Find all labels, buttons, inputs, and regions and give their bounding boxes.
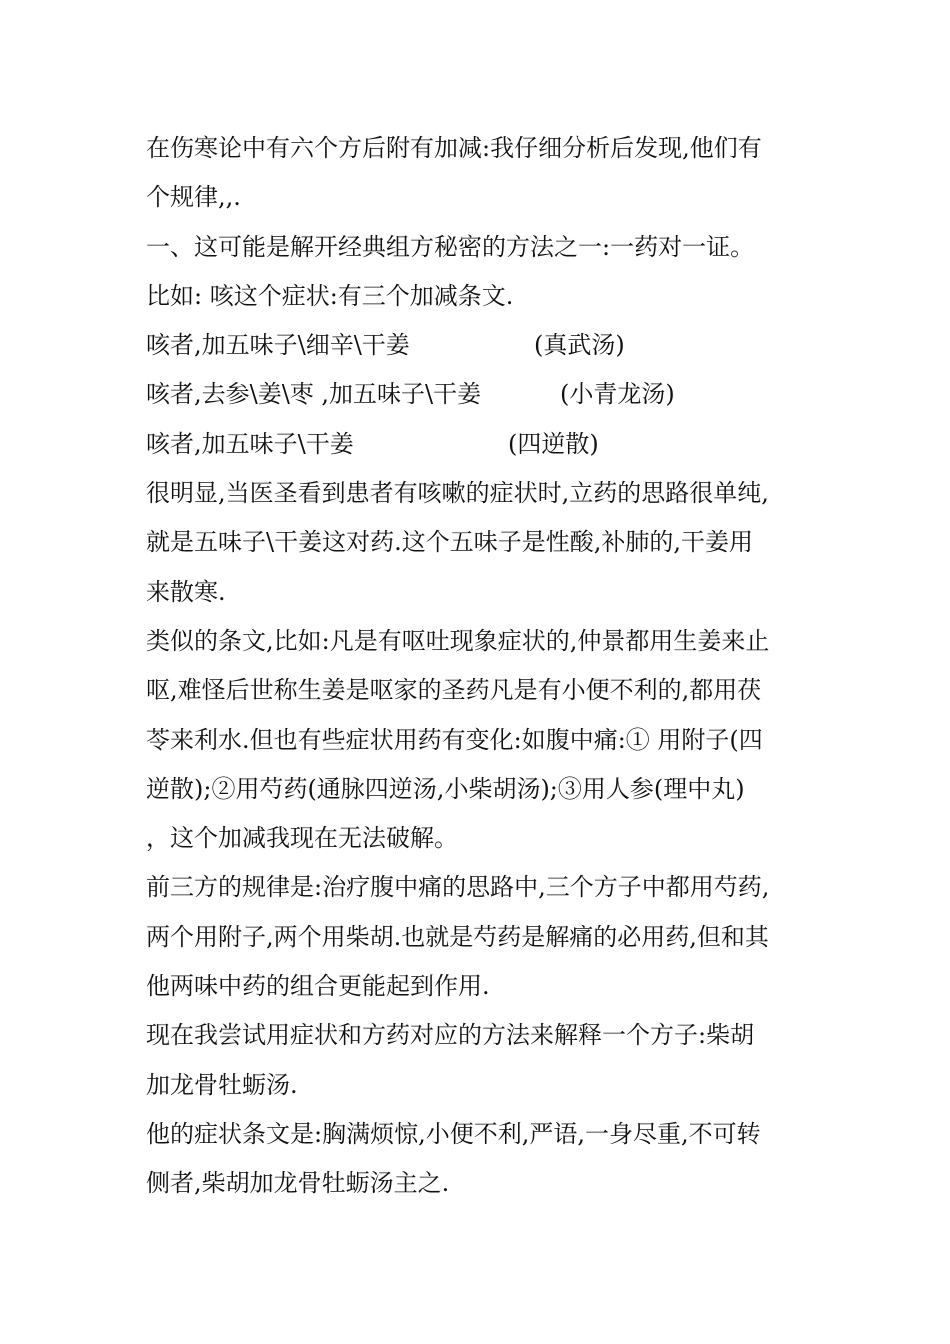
text-line: 加龙骨牡蛎汤. xyxy=(146,1070,298,1099)
text-line: 他的症状条文是:胸满烦惊,小便不利,严语,一身尽重,不可转 xyxy=(146,1119,761,1148)
text-line: 很明显,当医圣看到患者有咳嗽的症状时,立药的思路很单纯, xyxy=(146,479,769,508)
text-line: 来散寒. xyxy=(146,577,226,606)
text-line: 两个用附子,两个用柴胡.也就是芍药是解痛的必用药,但和其 xyxy=(146,922,769,951)
formula-line-text: 咳者,去参\姜\枣 ,加五味子\干姜 xyxy=(146,380,482,409)
text-line: 呕,难怪后世称生姜是呕家的圣药凡是有小便不利的,都用茯 xyxy=(146,676,762,705)
text-line: 逆散);②用芍药(通脉四逆汤,小柴胡汤);③用人参(理中丸) xyxy=(146,774,745,803)
formula-line-text: 咳者,加五味子\干姜 xyxy=(146,429,354,458)
formula-name: (真武汤) xyxy=(534,331,625,360)
formula-name: (小青龙汤) xyxy=(560,380,675,409)
text-line: 比如: 咳这个症状:有三个加减条文. xyxy=(146,281,514,310)
text-line: 现在我尝试用症状和方药对应的方法来解释一个方子:柴胡 xyxy=(146,1021,755,1050)
text-line: ，这个加减我现在无法破解。 xyxy=(146,824,458,853)
text-line: 类似的条文,比如:凡是有呕吐现象症状的,仲景都用生姜来止 xyxy=(146,626,770,655)
formula-line-text: 咳者,加五味子\细辛\干姜 xyxy=(146,331,410,360)
text-line: 在伤寒论中有六个方后附有加减:我仔细分析后发现,他们有 xyxy=(146,134,762,162)
text-line: 侧者,柴胡加龙骨牡蛎汤主之. xyxy=(146,1169,450,1198)
formula-line xyxy=(146,321,816,370)
text-line: 他两味中药的组合更能起到作用. xyxy=(146,972,490,1001)
text-line: 就是五味子\干姜这对药.这个五味子是性酸,补肺的,干姜用 xyxy=(146,528,753,557)
text-line: 苓来利水.但也有些症状用药有变化:如腹中痛:① 用附子(四 xyxy=(146,725,763,754)
formula-line xyxy=(146,370,816,419)
formula-name: (四逆散) xyxy=(508,429,599,458)
text-line: 一、这可能是解开经典组方秘密的方法之一:一药对一证。 xyxy=(146,232,755,261)
formula-line xyxy=(146,420,816,469)
text-line: 个规律,,. xyxy=(146,183,241,212)
text-line: 前三方的规律是:治疗腹中痛的思路中,三个方子中都用芍药, xyxy=(146,873,770,902)
document-body xyxy=(146,124,816,1209)
